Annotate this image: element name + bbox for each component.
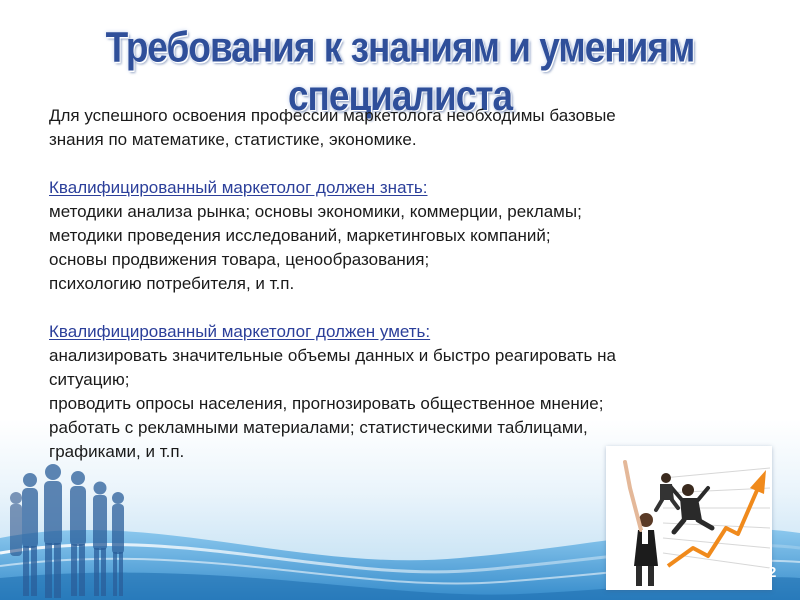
intro-line: Для успешного освоения профессии маркетолога необходимы базовые — [49, 106, 616, 125]
can-heading: Квалифицированный маркетолог должен уметь: — [49, 322, 431, 341]
know-item: методики анализа рынка; основы экономики, коммерции, рекламы; — [49, 202, 582, 221]
photo-frame — [606, 446, 772, 590]
intro-line: знания по математике, статистике, экономике. — [49, 130, 417, 149]
know-item: методики проведения исследований, маркетинговых компаний; — [49, 226, 551, 245]
know-heading: Квалифицированный маркетолог должен знать: — [49, 178, 428, 197]
can-item: ситуацию; — [49, 370, 130, 389]
can-item: работать с рекламными материалами; статистическими таблицами, — [49, 418, 588, 437]
business-people-icon — [8, 458, 128, 600]
can-item: анализировать значительные объемы данных и быстро реагировать на — [49, 346, 616, 365]
slide-number-dot — [728, 570, 738, 580]
slide-title: Требования к знаниям и умениям специалиста — [105, 23, 695, 120]
know-item: психологию потребителя, и т.п. — [49, 274, 295, 293]
know-item: основы продвижения товара, ценообразования; — [49, 250, 430, 269]
growth-chart-photo-icon — [608, 448, 770, 588]
slide-content — [49, 104, 739, 464]
slide-number: 2 — [768, 564, 777, 581]
can-item: графиками, и т.п. — [49, 442, 185, 461]
can-item: проводить опросы населения, прогнозировать общественное мнение; — [49, 394, 604, 413]
